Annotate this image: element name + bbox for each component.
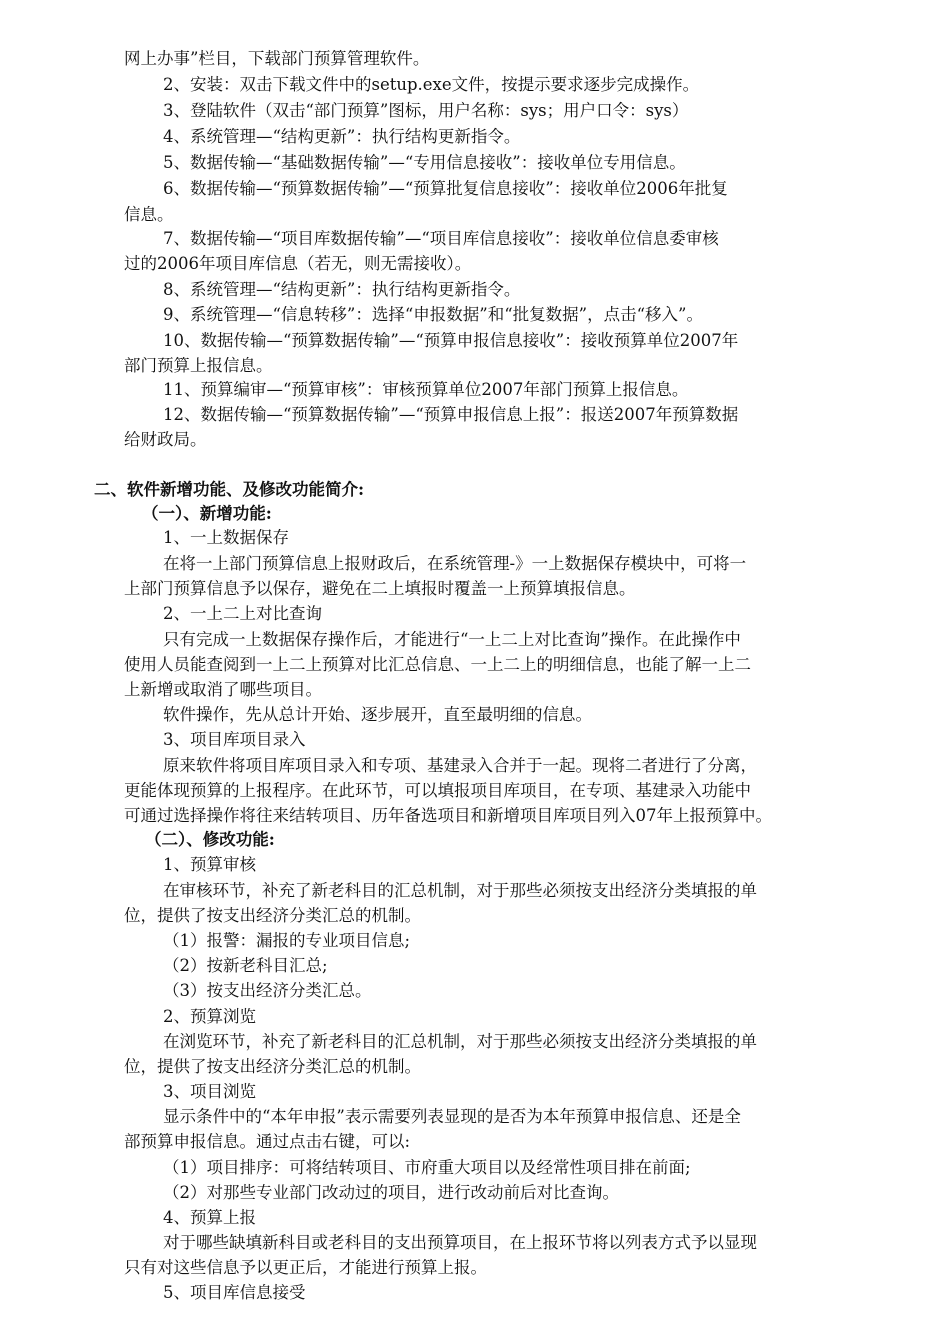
text-line: 信息。 xyxy=(124,205,174,224)
subsection-heading-modified: （二）、修改功能: xyxy=(145,830,275,849)
list-item: （2）按新老科目汇总; xyxy=(163,956,328,975)
item-heading: 5、项目库信息接受 xyxy=(163,1283,306,1302)
item-heading: 2、预算浏览 xyxy=(163,1007,256,1026)
text-line: 在将一上部门预算信息上报财政后，在系统管理-》一上数据保存模块中，可将一 xyxy=(163,554,747,573)
text-line: 对于哪些缺填新科目或老科目的支出预算项目，在上报环节将以列表方式予以显现 xyxy=(163,1233,757,1252)
text-line: 位，提供了按支出经济分类汇总的机制。 xyxy=(124,1057,421,1076)
item-heading: 3、项目浏览 xyxy=(163,1082,256,1101)
text-line: 更能体现预算的上报程序。在此环节，可以填报项目库项目，在专项、基建录入功能中 xyxy=(124,781,751,800)
step-info-transfer: 9、系统管理—“信息转移”：选择“申报数据”和“批复数据”，点击“移入”。 xyxy=(163,305,703,324)
step-structure-update: 4、系统管理—“结构更新”：执行结构更新指令。 xyxy=(163,127,521,146)
text-line: 在审核环节，补充了新老科目的汇总机制，对于那些必须按支出经济分类填报的单 xyxy=(163,881,757,900)
text-line: 在浏览环节，补充了新老科目的汇总机制，对于那些必须按支出经济分类填报的单 xyxy=(163,1032,757,1051)
item-heading: 1、一上数据保存 xyxy=(163,528,289,547)
text-line: 只有完成一上数据保存操作后，才能进行“一上二上对比查询”操作。在此操作中 xyxy=(163,630,741,649)
step-login: 3、登陆软件（双击“部门预算”图标，用户名称：sys；用户口令：sys） xyxy=(163,101,689,120)
step-budget-report-receive: 10、数据传输—“预算数据传输”—“预算申报信息接收”：接收预算单位2007年 xyxy=(163,331,739,350)
text-line: 给财政局。 xyxy=(124,430,207,449)
text-line: 过的2006年项目库信息（若无，则无需接收）。 xyxy=(124,254,472,273)
list-item: （3）按支出经济分类汇总。 xyxy=(163,981,372,1000)
text-line: 上部门预算信息予以保存，避免在二上填报时覆盖一上预算填报信息。 xyxy=(124,579,636,598)
step-project-library: 7、数据传输—“项目库数据传输”—“项目库信息接收”：接收单位信息委审核 xyxy=(163,229,719,248)
text-line: 部预算申报信息。通过点击右键，可以: xyxy=(124,1132,411,1151)
text-line: 软件操作，先从总计开始、逐步展开，直至最明细的信息。 xyxy=(163,705,592,724)
item-heading: 2、一上二上对比查询 xyxy=(163,604,322,623)
text-line: 显示条件中的“本年申报”表示需要列表显现的是否为本年预算申报信息、还是全 xyxy=(163,1107,741,1126)
item-heading: 1、预算审核 xyxy=(163,855,256,874)
text-line: 使用人员能查阅到一上二上预算对比汇总信息、一上二上的明细信息，也能了解一上二 xyxy=(124,655,751,674)
section-heading: 二、软件新增功能、及修改功能简介: xyxy=(94,480,365,499)
step-budget-report-upload: 12、数据传输—“预算数据传输”—“预算申报信息上报”：报送2007年预算数据 xyxy=(163,405,739,424)
text-line: 位，提供了按支出经济分类汇总的机制。 xyxy=(124,906,421,925)
step-basic-data: 5、数据传输—“基础数据传输”—“专用信息接收”：接收单位专用信息。 xyxy=(163,153,686,172)
text-line: 网上办事”栏目，下载部门预算管理软件。 xyxy=(124,49,430,68)
step-budget-reply: 6、数据传输—“预算数据传输”—“预算批复信息接收”：接收单位2006年批复 xyxy=(163,179,728,198)
step-structure-update-2: 8、系统管理—“结构更新”：执行结构更新指令。 xyxy=(163,280,521,299)
item-heading: 3、项目库项目录入 xyxy=(163,730,306,749)
text-line: 可通过选择操作将往来结转项目、历年备选项目和新增项目库项目列入07年上报预算中。 xyxy=(124,806,772,825)
text-line: 部门预算上报信息。 xyxy=(124,356,273,375)
text-line: 上新增或取消了哪些项目。 xyxy=(124,680,322,699)
item-heading: 4、预算上报 xyxy=(163,1208,256,1227)
step-install: 2、安装：双击下载文件中的setup.exe文件，按提示要求逐步完成操作。 xyxy=(163,75,700,94)
text-line: 原来软件将项目库项目录入和专项、基建录入合并于一起。现将二者进行了分离， xyxy=(163,756,757,775)
text-line: 只有对这些信息予以更正后，才能进行预算上报。 xyxy=(124,1258,487,1277)
subsection-heading-new: （一）、新增功能: xyxy=(142,504,272,523)
step-budget-review: 11、预算编审—“预算审核”：审核预算单位2007年部门预算上报信息。 xyxy=(163,380,689,399)
list-item: （1）项目排序：可将结转项目、市府重大项目以及经常性项目排在前面; xyxy=(163,1158,691,1177)
list-item: （1）报警：漏报的专业项目信息; xyxy=(163,931,411,950)
list-item: （2）对那些专业部门改动过的项目，进行改动前后对比查询。 xyxy=(163,1183,619,1202)
